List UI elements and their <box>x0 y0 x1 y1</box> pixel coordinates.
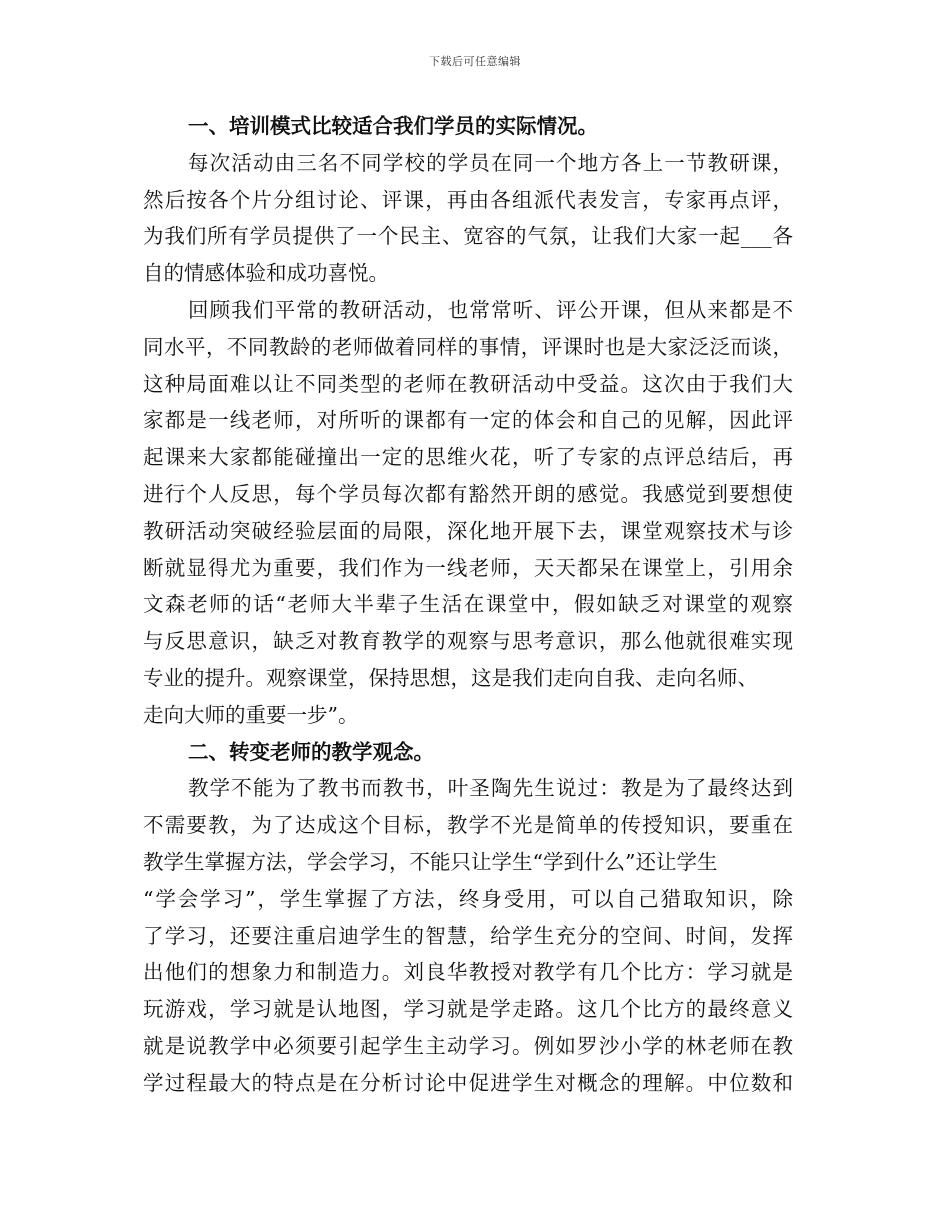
paragraph-line: 起课来大家都能碰撞出一定的思维火花，听了专家的点评总结后，再 <box>143 445 793 470</box>
paragraph-line: 就是说教学中必须要引起学生主动学习。例如罗沙小学的林老师在教 <box>143 1033 793 1058</box>
paragraph-line: 断就显得尤为重要，我们作为一线老师，天天都呆在课堂上，引用余 <box>143 555 793 580</box>
paragraph-line: 不需要教，为了达成这个目标，教学不光是简单的传授知识，要重在 <box>143 813 793 838</box>
paragraph-line: 为我们所有学员提供了一个民主、宽容的气氛，让我们大家一起___各 <box>143 224 793 249</box>
paragraph-line: 专业的提升。观察课堂，保持思想，这是我们走向自我、走向名师、 <box>143 665 758 690</box>
paragraph-first-line: 教学不能为了教书而教书，叶圣陶先生说过：教是为了最终达到 <box>188 776 793 801</box>
document-body <box>143 108 793 1102</box>
paragraph-line: 学过程最大的特点是在分析讨论中促进学生对概念的理解。中位数和 <box>143 1070 793 1095</box>
paragraph-line: 与反思意识，缺乏对教育教学的观察与思考意识，那么他就很难实现 <box>143 629 793 654</box>
paragraph-line: 了学习，还要注重启迪学生的智慧，给学生充分的空间、时间，发挥 <box>143 923 793 948</box>
paragraph-line: 玩游戏，学习就是认地图，学习就是学走路。这几个比方的最终意义 <box>143 997 793 1022</box>
paragraph-first-line: 每次活动由三名不同学校的学员在同一个地方各上一节教研课， <box>188 150 793 175</box>
paragraph-line: 教学生掌握方法，学会学习，不能只让学生“学到什么”还让学生 <box>143 849 718 874</box>
paragraph-line: 走向大师的重要一步”。 <box>143 702 359 727</box>
paragraph-line: 这种局面难以让不同类型的老师在教研活动中受益。这次由于我们大 <box>143 371 793 396</box>
paragraph-line: 同水平，不同教龄的老师做着同样的事情，评课时也是大家泛泛而谈， <box>143 334 793 359</box>
section-heading: 一、培训模式比较适合我们学员的实际情况。 <box>188 114 598 138</box>
paragraph-line: “学会学习”，学生掌握了方法，终身受用，可以自己猎取知识，除 <box>143 886 793 911</box>
page-header: 下载后可任意编辑 <box>429 55 521 68</box>
paragraph-line: 自的情感体验和成功喜悦。 <box>143 261 389 286</box>
paragraph-line: 然后按各个片分组讨论、评课，再由各组派代表发言，专家再点评， <box>143 187 793 212</box>
paragraph-line: 出他们的想象力和制造力。刘良华教授对教学有几个比方：学习就是 <box>143 960 793 985</box>
paragraph-line: 家都是一线老师，对所听的课都有一定的体会和自己的见解，因此评 <box>143 408 793 433</box>
paragraph-line: 教研活动突破经验层面的局限，深化地开展下去，课堂观察技术与诊 <box>143 518 793 543</box>
section-heading: 二、转变老师的教学观念。 <box>188 739 434 764</box>
paragraph-line: 进行个人反思，每个学员每次都有豁然开朗的感觉。我感觉到要想使 <box>143 481 793 506</box>
paragraph-first-line: 回顾我们平常的教研活动，也常常听、评公开课，但从来都是不 <box>188 297 793 322</box>
paragraph-line: 文森老师的话“老师大半辈子生活在课堂中，假如缺乏对课堂的观察 <box>143 592 793 617</box>
